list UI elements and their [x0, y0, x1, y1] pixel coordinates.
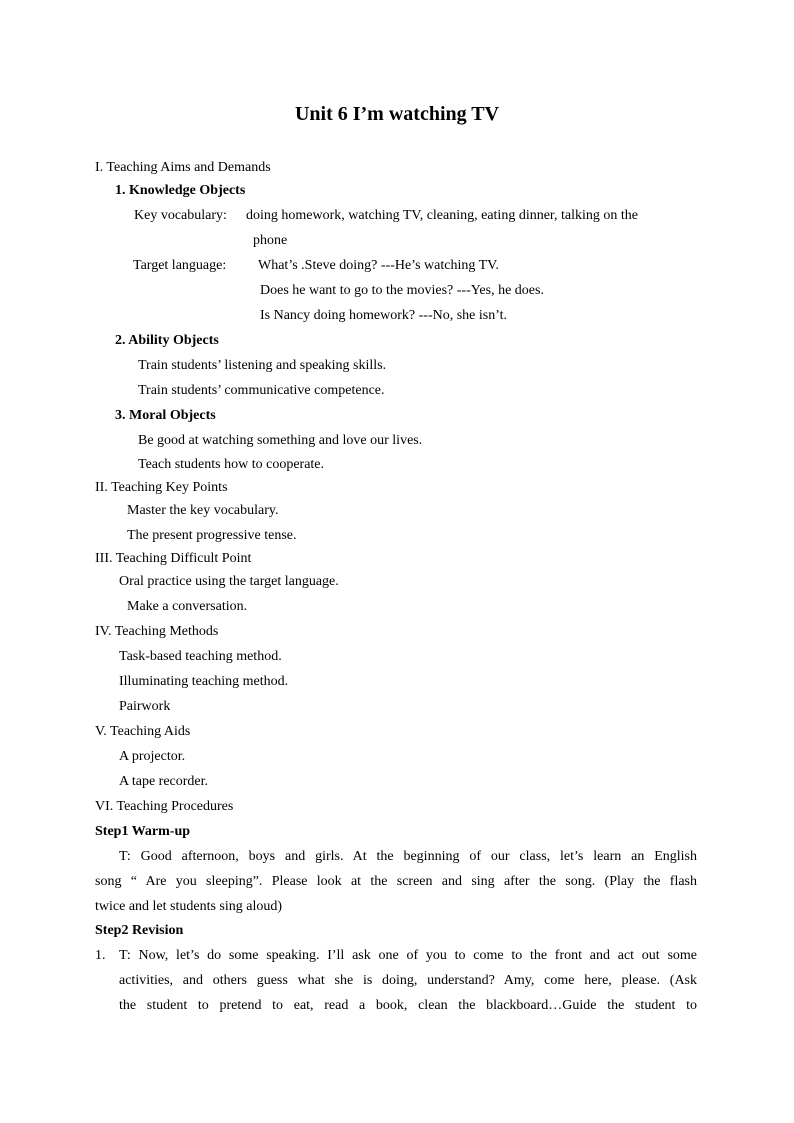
method-item: Pairwork: [119, 699, 171, 714]
target-language-item: What’s .Steve doing? ---He’s watching TV.: [258, 258, 499, 273]
key-vocabulary-text: doing homework, watching TV, cleaning, eating dinner, talking on the: [246, 208, 639, 223]
document-title: Unit 6 I’m watching TV: [294, 103, 500, 125]
step1-paragraph-line: song “ Are you sleeping”. Please look at the screen and sing after the song. (Play the flash: [95, 874, 697, 889]
section-heading-procedures: VI. Teaching Procedures: [95, 799, 234, 814]
key-point-item: Master the key vocabulary.: [127, 503, 279, 518]
step2-paragraph-line: the student to pretend to eat, read a book, clean the blackboard…Guide the student to: [119, 998, 697, 1013]
ability-item: Train students’ listening and speaking skills.: [138, 358, 387, 373]
step2-paragraph-line: T: Now, let’s do some speaking. I’ll ask one of you to come to the front and act out some: [119, 948, 697, 963]
difficult-point-item: Make a conversation.: [127, 599, 248, 614]
step1-paragraph-line: T: Good afternoon, boys and girls. At the beginning of our class, let’s learn an English: [119, 849, 697, 864]
step2-list-number: 1.: [95, 948, 106, 963]
subheading-moral-objects: 3. Moral Objects: [115, 408, 216, 423]
section-heading-difficult-point: III. Teaching Difficult Point: [95, 551, 252, 566]
section-heading-key-points: II. Teaching Key Points: [95, 480, 228, 495]
step2-paragraph-line: activities, and others guess what she is doing, understand? Amy, come here, please. (Ask: [119, 973, 697, 988]
target-language-item: Is Nancy doing homework? ---No, she isn’t.: [260, 308, 508, 323]
section-heading-aids: V. Teaching Aids: [95, 724, 191, 739]
method-item: Task-based teaching method.: [119, 649, 282, 664]
key-vocabulary-label: Key vocabulary:: [134, 208, 227, 223]
target-language-label: Target language:: [133, 258, 227, 273]
aid-item: A projector.: [119, 749, 186, 764]
step1-paragraph-line: twice and let students sing aloud): [95, 899, 283, 914]
subheading-knowledge-objects: 1. Knowledge Objects: [115, 183, 246, 198]
step1-heading: Step1 Warm-up: [95, 824, 191, 839]
key-point-item: The present progressive tense.: [127, 528, 297, 543]
ability-item: Train students’ communicative competence.: [138, 383, 385, 398]
step2-heading: Step2 Revision: [95, 923, 184, 938]
subheading-ability-objects: 2. Ability Objects: [115, 333, 219, 348]
target-language-item: Does he want to go to the movies? ---Yes, he does.: [260, 283, 544, 298]
method-item: Illuminating teaching method.: [119, 674, 289, 689]
section-heading-methods: IV. Teaching Methods: [95, 624, 219, 639]
difficult-point-item: Oral practice using the target language.: [119, 574, 339, 589]
section-heading-aims: I. Teaching Aims and Demands: [95, 160, 271, 175]
moral-item: Teach students how to cooperate.: [138, 457, 325, 472]
moral-item: Be good at watching something and love our lives.: [138, 433, 423, 448]
aid-item: A tape recorder.: [119, 774, 209, 789]
key-vocabulary-text-cont: phone: [253, 233, 288, 248]
